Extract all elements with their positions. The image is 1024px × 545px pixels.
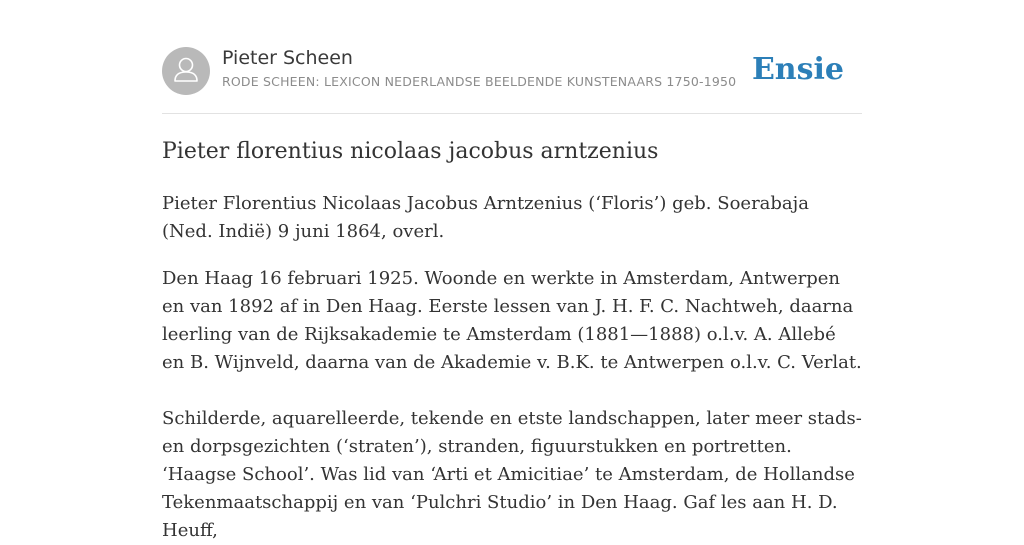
article-paragraph: Den Haag 16 februari 1925. Woonde en werkte in Amsterdam, Antwerpen en van 1892 af in Den Haag. Eerste lessen van J. H. F. C. Nachtweh, daarna leerling van de Rijksakademie te Amsterdam (1881—1888) o.l.v. A. Allebé en B. Wijnveld, daarna van de Akademie v. B.K. te Antwerpen o.l.v. C. Verlat. xyxy=(162,268,862,373)
header-divider xyxy=(162,113,862,114)
article-header xyxy=(162,46,862,96)
article-title: Pieter florentius nicolaas jacobus arntzenius xyxy=(162,139,659,164)
author-name[interactable]: Pieter Scheen xyxy=(222,47,353,69)
article-paragraph: Pieter Florentius Nicolaas Jacobus Arntzenius (‘Floris’) geb. Soerabaja (Ned. Indië) 9 juni 1864, overl. xyxy=(162,193,809,242)
article-paragraph: Schilderde, aquarelleerde, tekende en etste landschappen, later meer stads- en dorpsgezichten (‘straten’), stranden, figuurstukken en portretten. ‘Haagse School’. Was lid van ‘Arti et Amicitiae’ te Amsterdam, de Hollandse Tekenmaatschappij en van ‘Pulchri Studio’ in Den Haag. Gaf les aan H. D. Heuff, xyxy=(162,408,862,541)
article-body xyxy=(162,137,862,545)
user-silhouette-icon xyxy=(162,47,210,95)
ensie-logo[interactable]: Ensie xyxy=(751,52,844,87)
user-avatar-icon[interactable] xyxy=(162,47,210,95)
source-title[interactable]: RODE SCHEEN: LEXICON NEDERLANDSE BEELDENDE KUNSTENAARS 1750-1950 xyxy=(222,74,737,89)
